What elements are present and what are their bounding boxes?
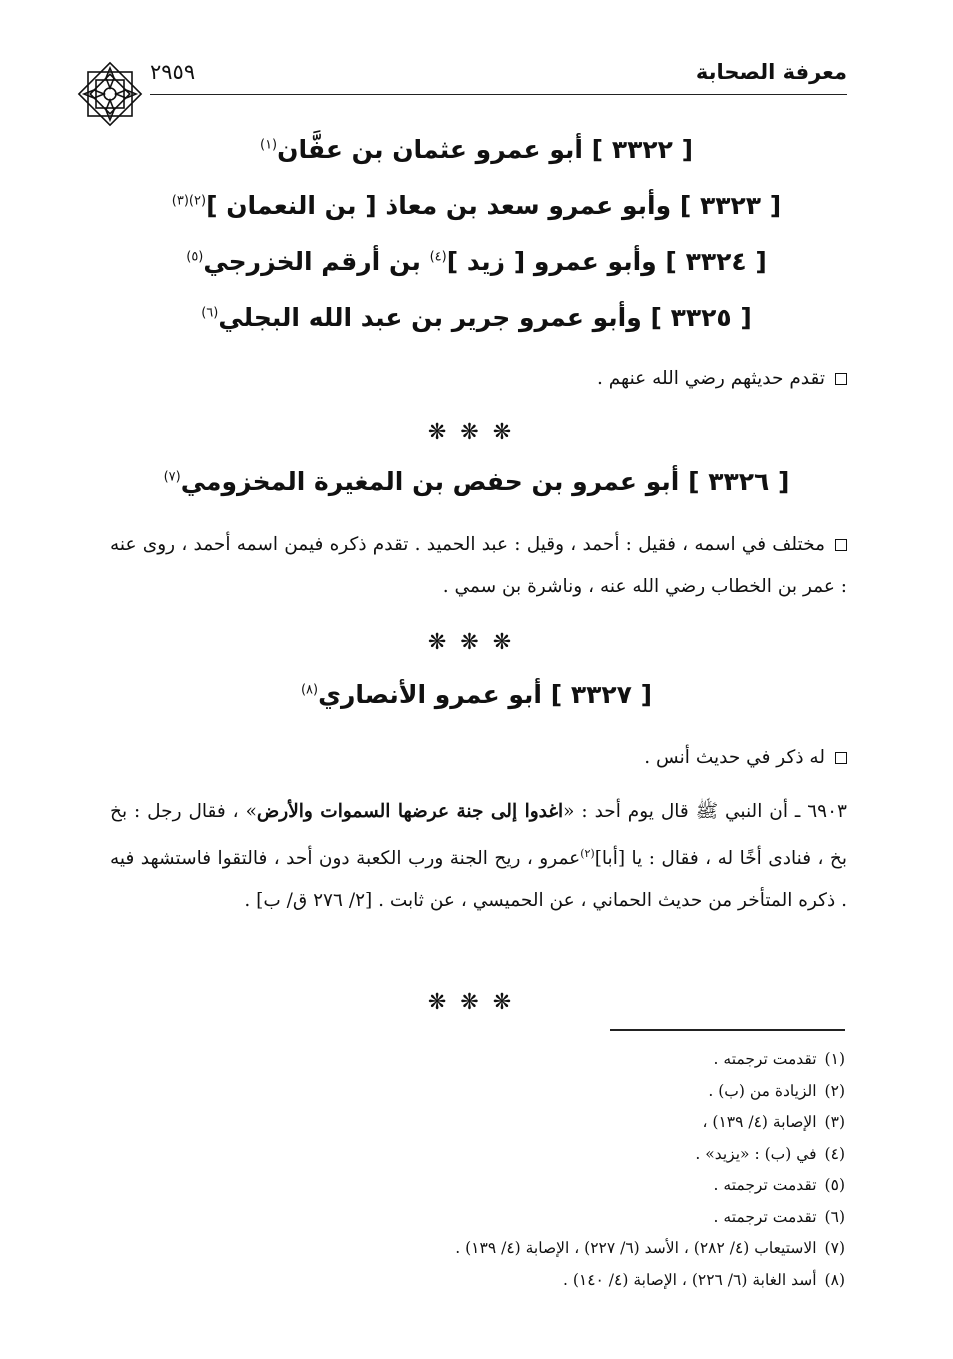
entry-heading: [100, 467, 853, 496]
footnote: (٢)الزيادة من (ب) .: [708, 1081, 845, 1100]
entry-name: وأبو عمرو جرير بن عبد الله البجلي: [218, 303, 642, 332]
footnote-ref[interactable]: (٧): [163, 469, 181, 485]
footnote: (٥)تقدمت ترجمته .: [713, 1176, 845, 1194]
running-title: معرفة الصحابة: [695, 60, 847, 84]
entry-number: [ ٣٣٢٢ ]: [591, 135, 693, 164]
footnote-ref[interactable]: (٨): [300, 682, 319, 698]
entry-name: بن أرقم الخزرجي: [203, 247, 421, 276]
ornament-icon: [74, 58, 146, 130]
entry-number: [ ٣٣٢٥ ]: [650, 303, 752, 332]
entry-name: وأبو عمرو [ زيد ]: [446, 247, 657, 276]
header-rule: [150, 94, 847, 95]
footnote-ref[interactable]: (٥): [186, 249, 204, 265]
entry-name: أبو عمرو عثمان بن عفَّان: [277, 135, 583, 164]
square-bullet-icon: [835, 373, 847, 385]
entry-paragraph: له ذكر في حديث أنس .: [110, 737, 847, 779]
page-number: ٢٩٥٩: [150, 60, 196, 84]
footnote-ref[interactable]: (٦): [201, 305, 219, 321]
entry-number: [ ٣٣٢٧ ]: [550, 680, 653, 709]
entry-heading: [100, 247, 853, 276]
square-bullet-icon: [835, 539, 847, 551]
entry-heading: [100, 303, 853, 332]
entry-heading: [100, 135, 853, 164]
section-separator: ❋❋❋: [427, 420, 526, 445]
footnote-ref[interactable]: (٤): [429, 249, 447, 265]
entry-number: [ ٣٣٢٣ ]: [679, 191, 782, 220]
section-separator: ❋❋❋: [427, 990, 526, 1015]
hadith-paragraph: ٦٩٠٣ ـ أن النبي ﷺ قال يوم أحد : «اغدوا إلى جنة عرضها السموات والأرض» ، فقال رجل : بخ بخ ، فنادى أخًا له ، فقال : يا [أبا]$^{(٢)}$عمرو ، ريح الجنة ورب الكعبة دون أحد ، فالتقوا فاستشهد فيه . ذكره المتأخر من حديث الحماني ، عن الحميسي ، عن ثابت . [٢/ ٢٧٦ ق/ ب] .: [110, 801, 848, 912]
footnote: (٧)الاستيعاب (٤/ ٢٨٢) ، الأسد (٦/ ٢٢٧) ، الإصابة (٤/ ١٣٩) .: [455, 1239, 845, 1257]
entry-number: [ ٣٣٢٦ ]: [688, 467, 790, 496]
footnote: (٤)في (ب) : «يزيد» .: [695, 1144, 845, 1163]
quoted-hadith: اغدوا إلى جنة عرضها السموات والأرض: [256, 801, 564, 822]
entry-name: أبو عمرو الأنصاري: [318, 680, 542, 709]
footnote-ref[interactable]: (١): [259, 137, 278, 153]
entry-name: أبو عمرو بن حفص بن المغيرة المخزومي: [180, 467, 680, 496]
entry-heading: [100, 680, 853, 709]
footnote: (١)تقدمت ترجمته .: [713, 1050, 845, 1068]
entry-paragraph: مختلف في اسمه ، فقيل : أحمد ، وقيل : عبد الحميد . تقدم ذكره فيمن اسمه أحمد ، روى عنه : عمر بن الخطاب رضي الله عنه ، وناشرة بن سمي .: [110, 534, 847, 597]
entry-heading: [100, 191, 853, 220]
entry-number: [ ٣٣٢٤ ]: [665, 247, 767, 276]
footnote-ref[interactable]: (٢)(٣): [171, 193, 207, 209]
entry-paragraph: تقدم حديثهم رضي الله عنهم .: [110, 358, 847, 400]
footnote-ref[interactable]: (٢): [580, 847, 595, 860]
footnote: (٨)أسد الغابة (٦/ ٢٢٦) ، الإصابة (٤/ ١٤٠) .: [562, 1270, 845, 1289]
footnote: (٦)تقدمت ترجمته .: [713, 1207, 845, 1226]
footnote-rule: [610, 1029, 845, 1031]
entry-name: وأبو عمرو سعد بن معاذ [ بن النعمان ]: [206, 191, 672, 220]
footnotes: [205, 1044, 845, 1296]
square-bullet-icon: [835, 752, 847, 764]
section-separator: ❋❋❋: [427, 630, 526, 655]
footnote: (٣)الإصابة (٤/ ١٣٩) ،: [702, 1113, 845, 1131]
